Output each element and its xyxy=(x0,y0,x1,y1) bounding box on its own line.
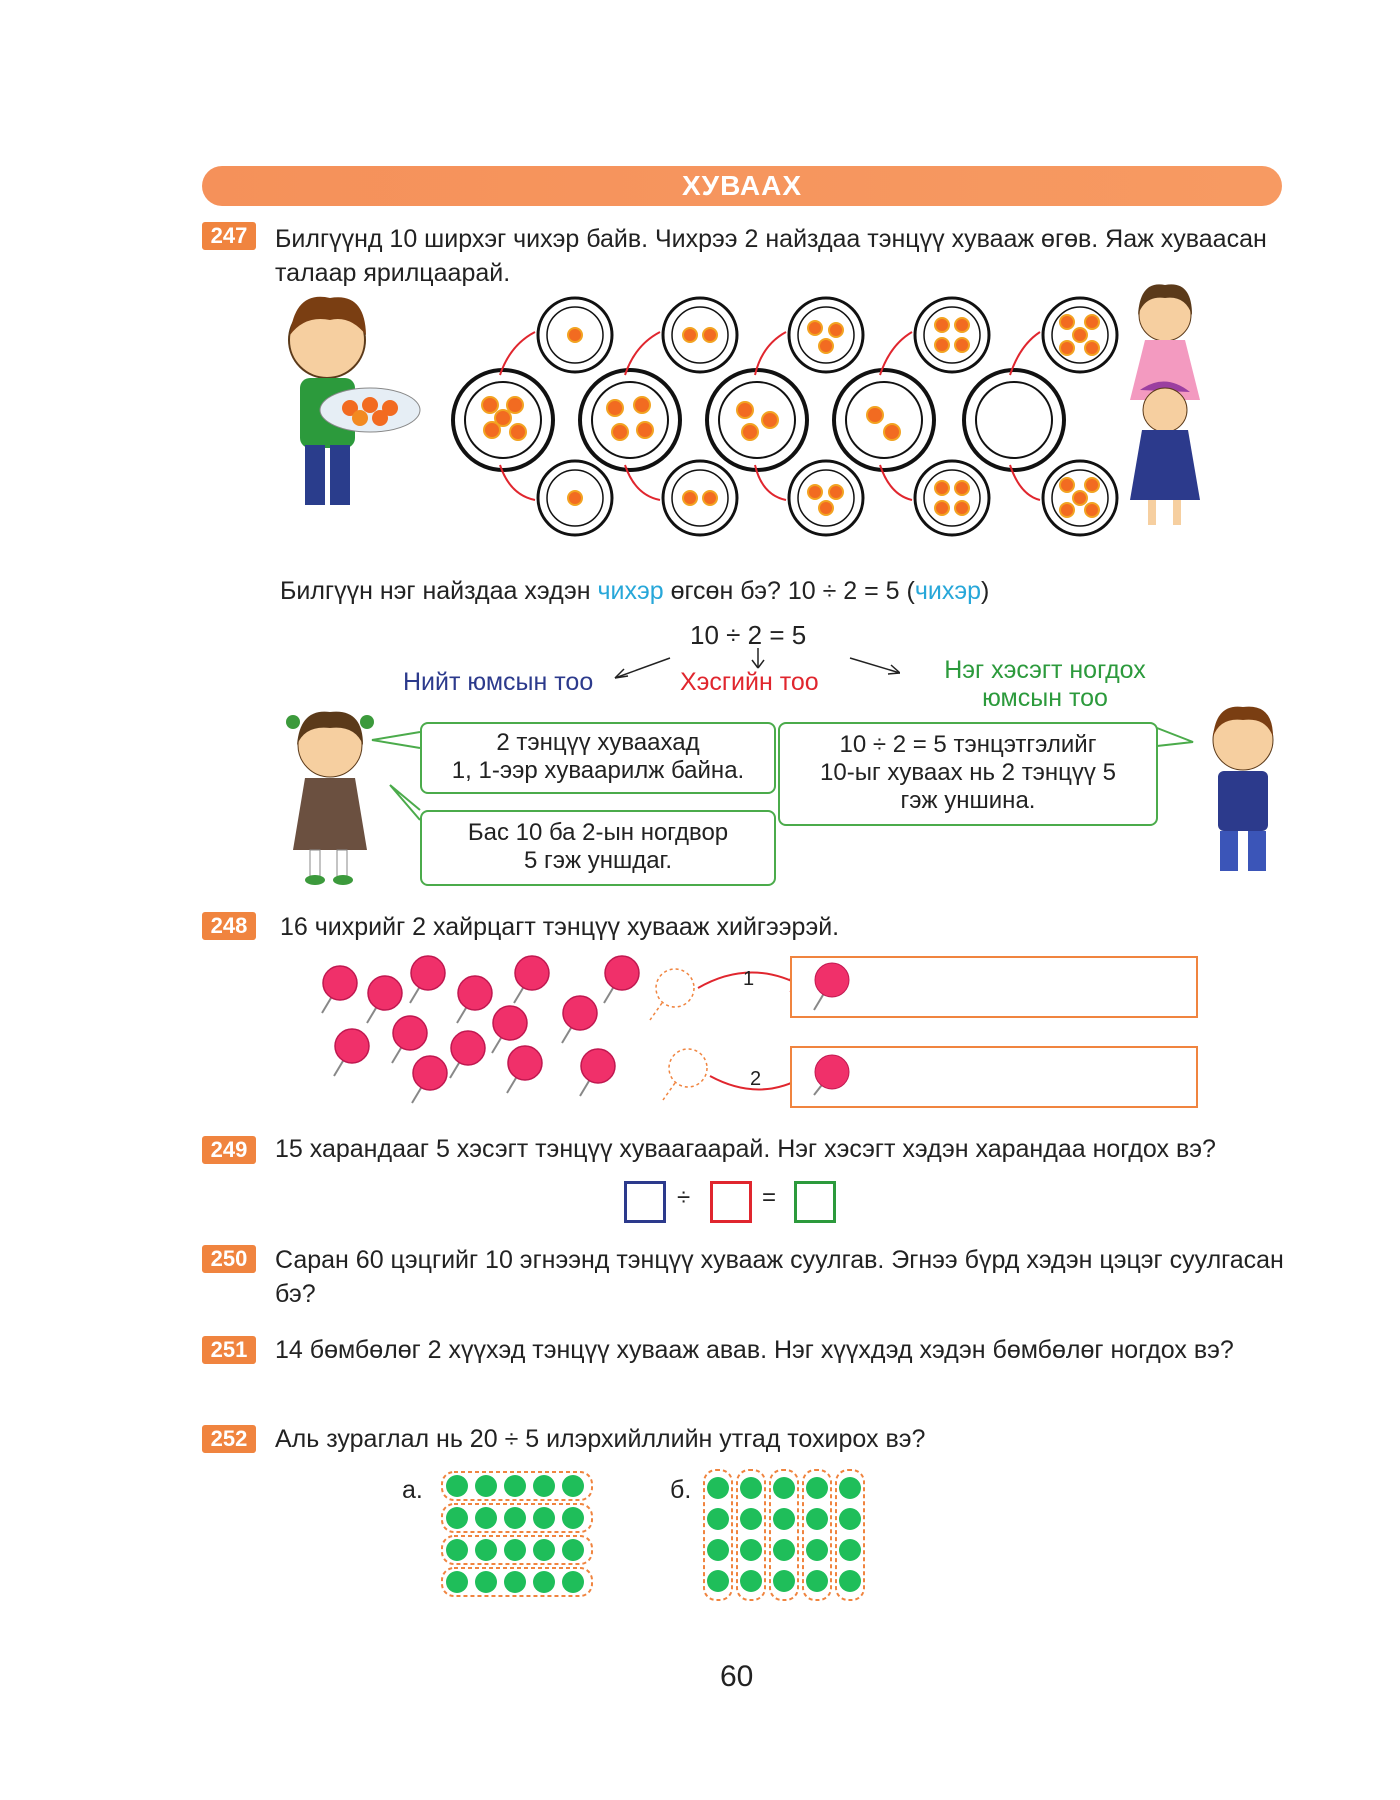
dot xyxy=(839,1539,861,1561)
dot xyxy=(562,1475,584,1497)
problem-question xyxy=(280,574,1280,608)
lollipops-in-boxes xyxy=(800,960,860,1100)
dot xyxy=(475,1475,497,1497)
problem-number: 252 xyxy=(202,1425,256,1453)
dot xyxy=(839,1477,861,1499)
dot xyxy=(740,1539,762,1561)
dot xyxy=(562,1571,584,1593)
dot xyxy=(446,1539,468,1561)
dot xyxy=(839,1570,861,1592)
bubble-line: гэж уншина. xyxy=(900,787,1036,814)
section-header xyxy=(202,166,1282,206)
section-title: ХУВААХ xyxy=(681,170,803,201)
boy-figure-right xyxy=(1188,695,1298,880)
dot xyxy=(475,1571,497,1593)
arrow-label: 2 xyxy=(750,1068,762,1090)
problem-number: 248 xyxy=(202,912,256,940)
page-number: 60 xyxy=(720,1660,754,1693)
question-text: өгсөн бэ? 10 ÷ 2 = 5 ( xyxy=(663,577,915,605)
dot xyxy=(533,1507,555,1529)
label-each-line: Нэг хэсэгт ногдох xyxy=(944,656,1146,684)
dot xyxy=(707,1477,729,1499)
dot xyxy=(475,1539,497,1561)
problem-text: 15 харандааг 5 хэсэгт тэнцүү хуваагаарай. Нэг хэсэгт хэдэн харандаа ногдох вэ? xyxy=(275,1135,1216,1163)
answer-square[interactable] xyxy=(710,1181,752,1223)
dot xyxy=(446,1475,468,1497)
dot xyxy=(475,1507,497,1529)
dot xyxy=(562,1507,584,1529)
problem-number: 247 xyxy=(202,222,256,250)
problem-number: 251 xyxy=(202,1336,256,1364)
bubble-line: 5 гэж уншдаг. xyxy=(523,847,673,874)
dot xyxy=(446,1571,468,1593)
label-parts: Хэсгийн тоо xyxy=(680,668,819,696)
dot xyxy=(806,1508,828,1530)
label-total: Нийт юмсын тоо xyxy=(403,668,594,696)
dot xyxy=(806,1539,828,1561)
problem-text: 16 чихрийг 2 хайрцагт тэнцүү хуваaж хийгээрэй. xyxy=(280,913,840,941)
equals-sign: = xyxy=(762,1184,777,1211)
arrow-label: 1 xyxy=(743,968,755,990)
dot xyxy=(707,1570,729,1592)
dot xyxy=(740,1477,762,1499)
label-each xyxy=(925,656,1165,712)
answer-square[interactable] xyxy=(794,1181,836,1223)
bubble-line: 10-ыг хуваах нь 2 тэнцүү 5 xyxy=(820,759,1116,786)
bubble-line: 2 тэнцүү хуваахад xyxy=(496,729,700,756)
problem-number: 250 xyxy=(202,1245,256,1273)
bubble-tail-right xyxy=(1155,720,1195,760)
equation: 10 ÷ 2 = 5 xyxy=(690,620,807,650)
dot xyxy=(533,1539,555,1561)
dot xyxy=(562,1539,584,1561)
bubble-line: 10 ÷ 2 = 5 тэнцэтгэлийг xyxy=(839,731,1097,758)
option-label: б. xyxy=(670,1476,692,1504)
dot xyxy=(806,1570,828,1592)
dot xyxy=(773,1570,795,1592)
label-each-line: юмсын тоо xyxy=(982,684,1108,712)
dot xyxy=(839,1508,861,1530)
dot xyxy=(773,1477,795,1499)
dot xyxy=(707,1508,729,1530)
answer-square[interactable] xyxy=(624,1181,666,1223)
problem-text: Аль зураглал нь 20 ÷ 5 илэрхийллийн утгад тохирох вэ? xyxy=(275,1425,926,1453)
dot xyxy=(773,1508,795,1530)
dot xyxy=(806,1477,828,1499)
dot-array-b[interactable] xyxy=(702,1468,872,1604)
boy-figure xyxy=(289,297,420,505)
question-highlight: чихэр xyxy=(597,577,664,605)
problem-number: 249 xyxy=(202,1136,256,1164)
dot xyxy=(740,1508,762,1530)
option-label: а. xyxy=(402,1476,423,1504)
question-highlight: чихэр xyxy=(914,577,981,605)
dot xyxy=(504,1507,526,1529)
question-text: ) xyxy=(981,577,990,605)
problem-text: 14 бөмбөлөг 2 хүүхэд тэнцүү хуваaж авав. Нэг хүүхдэд хэдэн бөмбөлөг ногдох вэ? xyxy=(275,1336,1234,1364)
dot xyxy=(504,1571,526,1593)
dot xyxy=(707,1539,729,1561)
bubble-line: 1, 1-ээр хуваарилж байна. xyxy=(451,757,745,784)
dot xyxy=(504,1475,526,1497)
problem-text: Билгүүнд 10 ширхэг чихэр байв. Чихрээ 2 найздаа тэнцүү хуваaж өгөв. Яаж хуваасан талаар ярилцаарай. xyxy=(275,225,1267,287)
dot-array-a[interactable] xyxy=(440,1468,600,1604)
divide-sign: ÷ xyxy=(677,1184,691,1211)
speech-bubble xyxy=(420,722,776,794)
problem-text: Саран 60 цэцгийг 10 эгнээнд тэнцүү хуваaж суулгав. Эгнээ бүрд хэдэн цэцэг суулгасан бэ? xyxy=(275,1246,1284,1308)
dot xyxy=(533,1475,555,1497)
question-text: Билгүүн нэг найздаа хэдэн xyxy=(280,577,598,605)
dot xyxy=(446,1507,468,1529)
dot xyxy=(773,1539,795,1561)
girl-figure-bottom xyxy=(1130,381,1200,525)
plates-illustration xyxy=(270,280,1230,580)
speech-bubble xyxy=(778,722,1158,826)
dot xyxy=(740,1570,762,1592)
dot xyxy=(533,1571,555,1593)
dot xyxy=(504,1539,526,1561)
speech-bubble xyxy=(420,810,776,886)
bubble-line: Бас 10 ба 2-ын ногдвор xyxy=(467,819,729,846)
